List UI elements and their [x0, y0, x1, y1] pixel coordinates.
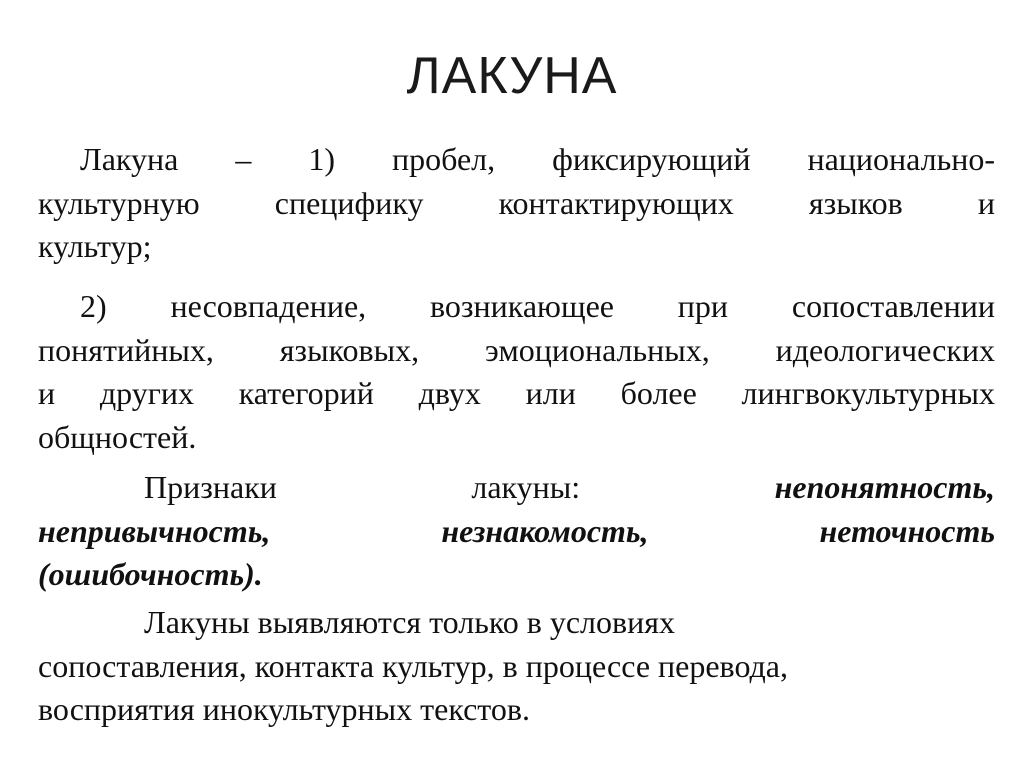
definition-1-line-1: Лакуна – 1) пробел, фиксирующий национально-: [80, 141, 995, 177]
detection-paragraph: [38, 601, 788, 732]
feature-term-1: непонятность,: [774, 469, 996, 505]
features-line-1: [38, 466, 995, 510]
detection-line-3: восприятия инокультурных текстов.: [38, 691, 530, 727]
definition-2-line-1: 2) несовпадение, возникающее при сопоставлении: [80, 288, 995, 324]
definition-2-line-2: понятийных, языковых, эмоциональных, идеологических: [38, 331, 995, 368]
detection-line-1: Лакуны выявляются только в условиях: [144, 604, 675, 640]
features-intro: Признаки лакуны:: [144, 469, 581, 505]
detection-line-2: сопоставления, контакта культур, в процессе перевода,: [38, 647, 788, 684]
feature-term-3: незнакомость,: [441, 512, 649, 549]
feature-term-5: (ошибочность).: [38, 556, 263, 592]
definition-2-line-3: и других категорий двух или более лингвокультурных: [38, 375, 995, 411]
definition-1-line-2: культурную специфику контактирующих языков и: [38, 184, 995, 221]
definition-1-line-3: культур;: [38, 228, 152, 264]
feature-term-2: непривычность,: [38, 512, 271, 549]
features-line-2: [38, 510, 995, 554]
definition-2-line-4: общностей.: [38, 418, 197, 455]
definition-2: [38, 285, 995, 459]
features-paragraph: [38, 466, 995, 597]
feature-term-4: неточность: [819, 512, 995, 549]
slide-title: ЛАКУНА: [406, 47, 618, 105]
definition-1: [38, 138, 995, 269]
